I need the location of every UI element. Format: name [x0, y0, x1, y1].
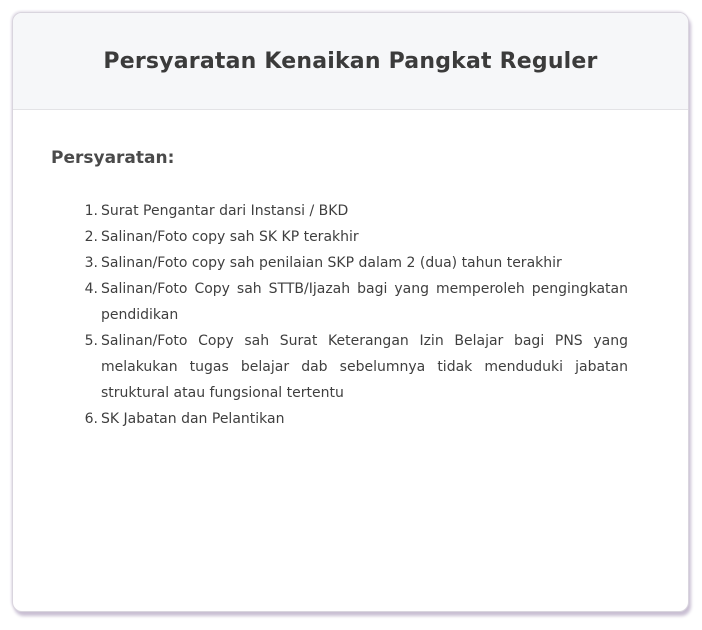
- requirement-text: Salinan/Foto Copy sah STTB/Ijazah bagi yang memperoleh pengingkatan pendidikan: [101, 281, 628, 323]
- card-title: Persyaratan Kenaikan Pangkat Reguler: [103, 48, 598, 74]
- requirements-card: [12, 12, 689, 612]
- requirement-number: 3.: [84, 255, 98, 271]
- requirement-item: [51, 328, 628, 406]
- requirement-number: 5.: [84, 333, 98, 349]
- requirement-text: Surat Pengantar dari Instansi / BKD: [101, 203, 349, 219]
- requirement-text: Salinan/Foto Copy sah Surat Keterangan Izin Belajar bagi PNS yang melakukan tugas belajar dab sebelumnya tidak menduduki jabatan struktural atau fungsional tertentu: [101, 333, 628, 401]
- card-body: [13, 110, 688, 432]
- card-header: [13, 13, 688, 110]
- requirement-text: Salinan/Foto copy sah penilaian SKP dalam 2 (dua) tahun terakhir: [101, 255, 562, 271]
- requirement-item: [51, 276, 628, 328]
- requirement-text: Salinan/Foto copy sah SK KP terakhir: [101, 229, 359, 245]
- requirement-item: [51, 406, 628, 432]
- requirement-number: 4.: [84, 281, 98, 297]
- requirement-item: [51, 250, 628, 276]
- requirement-number: 6.: [84, 411, 98, 427]
- requirement-item: [51, 224, 628, 250]
- requirement-number: 2.: [84, 229, 98, 245]
- requirements-heading: Persyaratan:: [51, 148, 175, 168]
- requirement-number: 1.: [84, 203, 98, 219]
- requirement-item: [51, 198, 628, 224]
- requirements-list: [51, 198, 628, 432]
- requirement-text: SK Jabatan dan Pelantikan: [101, 411, 285, 427]
